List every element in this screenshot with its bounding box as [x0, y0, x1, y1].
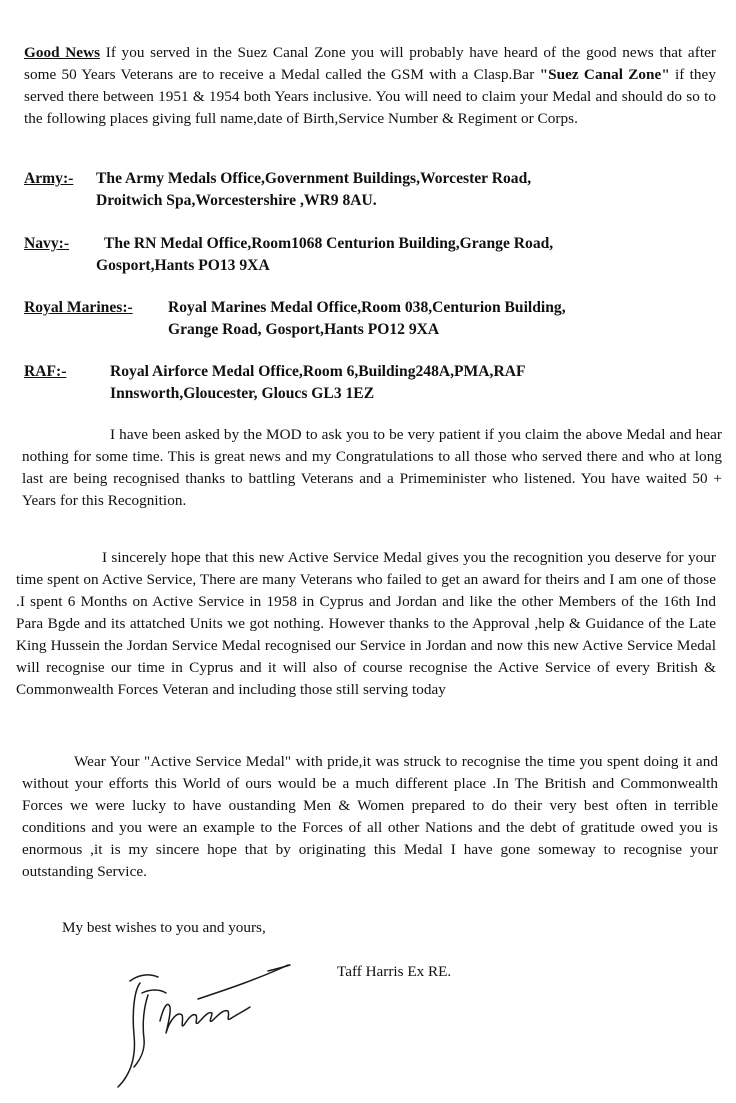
intro-paragraph — [24, 42, 716, 130]
navy-address-line1: The RN Medal Office,Room1068 Centurion Building,Grange Road, — [104, 235, 554, 252]
army-label: Army:- — [24, 170, 74, 187]
signatory-name: Taff Harris Ex RE. — [337, 963, 452, 980]
navy-label: Navy:- — [24, 235, 70, 252]
intro-text: If you served in the Suez Canal Zone you will probably have heard of the good news that after some 50 Years Veterans are to receive a Medal called the GSM with a Clasp.Bar — [24, 44, 716, 83]
royal-marines-label: Royal Marines:- — [24, 299, 133, 316]
raf-address-line2: Innsworth,Gloucester, Gloucs GL3 1EZ — [110, 385, 375, 402]
handwritten-signature — [108, 955, 298, 1095]
raf-address-line1: Royal Airforce Medal Office,Room 6,Building248A,PMA,RAF — [110, 363, 526, 380]
mod-paragraph: I have been asked by the MOD to ask you to be very patient if you claim the above Medal and hear nothing for some time. This is great news and my Congratulations to all those who served there and who at long last are being recognised thanks to battling Veterans and a Primeminister who listened. You have waited 50 + Years for this Recognition. — [22, 426, 722, 509]
raf-label: RAF:- — [24, 363, 67, 380]
hope-paragraph: I sincerely hope that this new Active Service Medal gives you the recognition you deserve for your time spent on Active Service, There are many Veterans who failed to get an award for theirs and I am one of those .I spent 6 Months on Active Service in 1958 in Cyprus and Jordan and like the other Members of the 16th Ind Para Bgde and its attatched Units we got nothing. However thanks to the Approval ,help & Guidance of the Late King Hussein the Jordan Service Medal recognised our Service in Jordan and now this new Active Service Medal will recognise our time in Cyprus and it will also of course recognise the Active Service of every British & Commonwealth Forces Veteran and including those still serving today — [16, 549, 716, 698]
wear-paragraph: Wear Your "Active Service Medal" with pride,it was struck to recognise the time you spent doing it and without your efforts this World of ours would be a much different place .In The British and Commonwealth Forces we were lucky to have oustanding Men & Women prepared to do their very best often in terrible conditions and you were an example to the Forces of all other Nations and the debt of gratitude owed you is enormous ,it is my sincere hope that by originating this Medal I have gone someway to recognise your outstanding Service. — [22, 753, 718, 880]
good-news-heading: Good News — [24, 44, 101, 61]
navy-address-line2: Gosport,Hants PO13 9XA — [96, 257, 270, 274]
army-address-line1: The Army Medals Office,Government Buildings,Worcester Road, — [96, 170, 532, 187]
clasp-name: "Suez Canal Zone" — [539, 66, 670, 83]
intro-text-2: if they served there between 1951 & 1954 both Years inclusive. You will need to claim your Medal and should do so to the following places giving full name,date of Birth,Service Number & Regiment or Corps. — [24, 66, 716, 127]
closing-line: My best wishes to you and yours, — [62, 919, 266, 936]
army-address-line2: Droitwich Spa,Worcestershire ,WR9 8AU. — [96, 192, 377, 209]
royal-marines-address-line1: Royal Marines Medal Office,Room 038,Centurion Building, — [168, 299, 566, 316]
royal-marines-address-line2: Grange Road, Gosport,Hants PO12 9XA — [168, 321, 440, 338]
